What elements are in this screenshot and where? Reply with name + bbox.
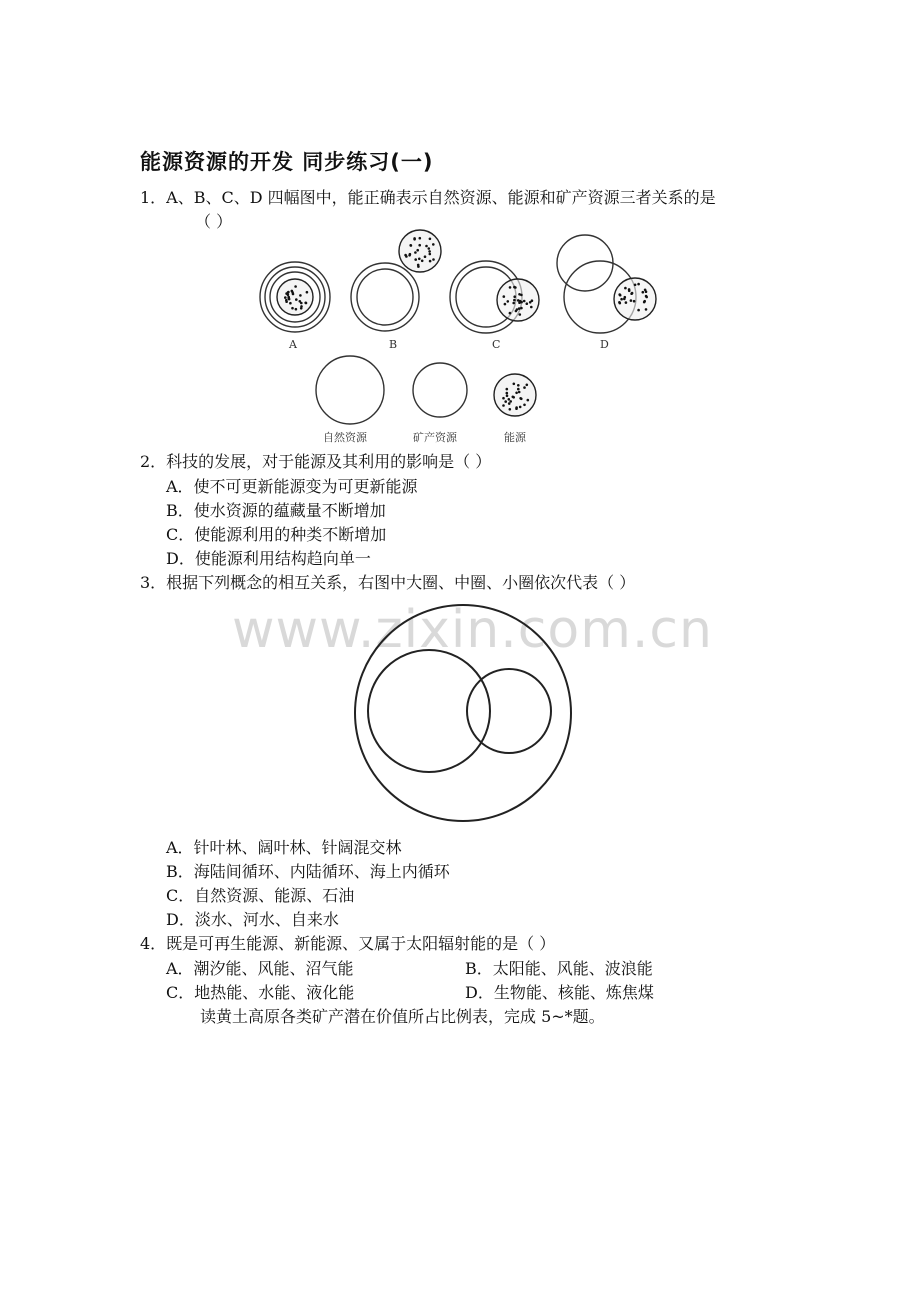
stipple-dot: [530, 306, 533, 309]
stipple-dot: [506, 395, 509, 398]
stipple-dot: [519, 313, 522, 316]
stipple-dot: [645, 308, 648, 311]
legend-label-natural: 自然资源: [323, 431, 367, 444]
stipple-dot: [513, 299, 516, 302]
stipple-dot: [517, 299, 520, 302]
stipple-dot: [645, 295, 648, 298]
stipple-dot: [512, 396, 515, 399]
stipple-dot: [509, 400, 512, 403]
question-4-option-c: C．地热能、水能、液化能: [166, 983, 355, 1002]
stipple-dot: [515, 406, 518, 409]
stipple-dot: [291, 307, 294, 310]
stipple-dot: [509, 312, 512, 315]
question-4-option-d: D．生物能、核能、炼焦煤: [465, 983, 654, 1002]
stipple-dot: [418, 258, 421, 261]
stipple-dot: [295, 308, 298, 311]
stipple-dot: [432, 243, 435, 246]
stipple-dot: [527, 399, 530, 402]
stipple-dot: [305, 302, 308, 305]
stipple-dot: [509, 408, 512, 411]
stipple-dot: [529, 301, 532, 304]
stipple-dot: [432, 258, 435, 261]
stipple-dot: [513, 383, 516, 386]
figure-c: [450, 261, 539, 333]
stipple-dot: [517, 384, 520, 387]
stipple-dot: [429, 253, 432, 256]
stipple-dot: [623, 298, 626, 301]
figure-b: [351, 230, 441, 331]
stipple-dot: [506, 392, 509, 395]
stipple-dot: [523, 386, 526, 389]
stipple-dot: [523, 404, 526, 407]
question-2-option-d: D．使能源利用结构趋向单一: [166, 549, 371, 568]
stipple-dot: [300, 305, 303, 308]
stipple-dot: [425, 245, 428, 248]
stipple-dot: [289, 302, 292, 305]
stipple-dot: [515, 392, 518, 395]
stipple-dot: [517, 388, 520, 391]
stipple-dot: [506, 388, 509, 391]
stipple-dot: [419, 237, 422, 240]
stipple-dot: [428, 247, 431, 250]
stipple-dot: [404, 254, 407, 257]
small-circle: [467, 669, 551, 753]
stipple-dot: [306, 291, 309, 294]
stipple-dot: [637, 283, 640, 286]
question-3-option-b: B．海陆间循环、内陆循环、海上内循环: [166, 862, 450, 881]
stipple-dot: [416, 249, 419, 252]
page-title: 能源资源的开发 同步练习(一): [140, 150, 434, 174]
stipple-dot: [507, 300, 510, 303]
stipple-dot: [418, 244, 421, 247]
stipple-dot: [502, 397, 505, 400]
stipple-dot: [520, 301, 523, 304]
stipple-dot: [409, 253, 412, 256]
stipple-dot: [428, 250, 431, 253]
figure-label-a: A: [289, 338, 297, 351]
stipple-dot: [526, 302, 529, 305]
stipple-dot: [288, 297, 291, 300]
stipple-dot: [624, 287, 627, 290]
question-2-option-a: A．使不可更新能源变为可更新能源: [166, 477, 418, 496]
question-2-text: 2．科技的发展，对于能源及其利用的影响是（ ）: [140, 452, 492, 471]
question-1-figure: [0, 0, 920, 460]
stipple-dot: [295, 298, 298, 301]
stipple-dot: [502, 404, 505, 407]
figure-d: [557, 235, 656, 333]
middle-circle: [368, 650, 490, 772]
stipple-dot: [429, 260, 432, 263]
legend-circle-energy: [494, 374, 536, 416]
stipple-dot: [284, 296, 287, 299]
stipple-dot: [520, 307, 523, 310]
stipple-dot: [520, 398, 523, 401]
stipple-dot: [630, 299, 633, 302]
question-2-option-b: B．使水资源的蕴藏量不断增加: [166, 501, 386, 520]
stipple-dot: [287, 294, 290, 297]
stipple-dot: [643, 300, 646, 303]
question-3-figure: [350, 595, 590, 835]
large-circle: [355, 605, 571, 821]
stipple-dot: [509, 286, 512, 289]
stipple-dot: [294, 285, 297, 288]
question-3-text: 3．根据下列概念的相互关系，右图中大圈、中圈、小圈依次代表（ ）: [140, 573, 636, 592]
stipple-dot: [504, 400, 507, 403]
legend-circle-natural: [316, 356, 384, 424]
question-3-option-a: A．针叶林、阔叶林、针阔混交林: [166, 838, 402, 857]
stipple-dot: [285, 300, 288, 303]
stipple-dot: [519, 406, 522, 409]
stipple-dot: [618, 293, 621, 296]
stipple-dot: [508, 398, 511, 401]
stipple-dot: [634, 284, 637, 287]
stipple-dot: [625, 301, 628, 304]
stipple-dot: [504, 303, 507, 306]
question-4-text: 4．既是可再生能源、新能源、又属于太阳辐射能的是（ ）: [140, 934, 556, 953]
reading-instruction: 读黄土高原各类矿产潜在价值所占比例表，完成 5~*题。: [200, 1007, 605, 1026]
stipple-dot: [518, 391, 521, 394]
stipple-dot: [518, 293, 521, 296]
legend-circle-mineral: [413, 363, 467, 417]
stipple-dot: [637, 309, 640, 312]
stipple-dot: [516, 308, 519, 311]
stipple-dot: [628, 290, 631, 293]
stipple-dot: [503, 295, 506, 298]
question-1-bracket: （ ）: [195, 212, 233, 231]
stipple-dot: [429, 238, 432, 241]
stipple-dot: [424, 255, 427, 258]
stipple-dot: [620, 298, 623, 301]
stipple-dot: [413, 237, 416, 240]
stipple-dot: [414, 258, 417, 261]
question-2-option-c: C．使能源利用的种类不断增加: [166, 525, 387, 544]
stipple-dot: [409, 244, 412, 247]
legend-label-energy: 能源: [504, 431, 526, 444]
stipple-dot: [417, 265, 420, 268]
stipple-dot: [421, 260, 424, 263]
figure-a: [260, 262, 330, 332]
stipple-dot: [512, 302, 515, 305]
figure-label-c: C: [492, 338, 501, 351]
stipple-dot: [291, 290, 294, 293]
stipple-dot: [642, 291, 645, 294]
figure-label-d: D: [600, 338, 609, 351]
stipple-dot: [508, 402, 511, 405]
stipple-dot: [523, 300, 526, 303]
stipple-dot: [414, 251, 417, 254]
stipple-dot: [300, 302, 303, 305]
legend-label-mineral: 矿产资源: [413, 431, 457, 444]
stipple-dot: [618, 301, 621, 304]
watermark: www.zixin.com.cn: [232, 600, 713, 660]
stipple-dot: [631, 292, 634, 295]
stipple-dot: [633, 300, 636, 303]
question-4-option-b: B．太阳能、风能、波浪能: [465, 959, 653, 978]
dotted-circle: [399, 230, 441, 272]
stipple-dot: [514, 286, 517, 289]
question-4-option-a: A．潮汐能、风能、沼气能: [166, 959, 354, 978]
stipple-dot: [287, 291, 290, 294]
question-3-option-c: C．自然资源、能源、石油: [166, 886, 355, 905]
question-1-text: 1．A、B、C、D 四幅图中，能正确表示自然资源、能源和矿产资源三者关系的是: [140, 188, 716, 207]
stipple-dot: [513, 295, 516, 298]
figure-label-b: B: [389, 338, 398, 351]
stipple-dot: [644, 289, 647, 292]
question-3-option-d: D．淡水、河水、自来水: [166, 910, 339, 929]
stipple-dot: [299, 294, 302, 297]
stipple-dot: [526, 384, 529, 387]
